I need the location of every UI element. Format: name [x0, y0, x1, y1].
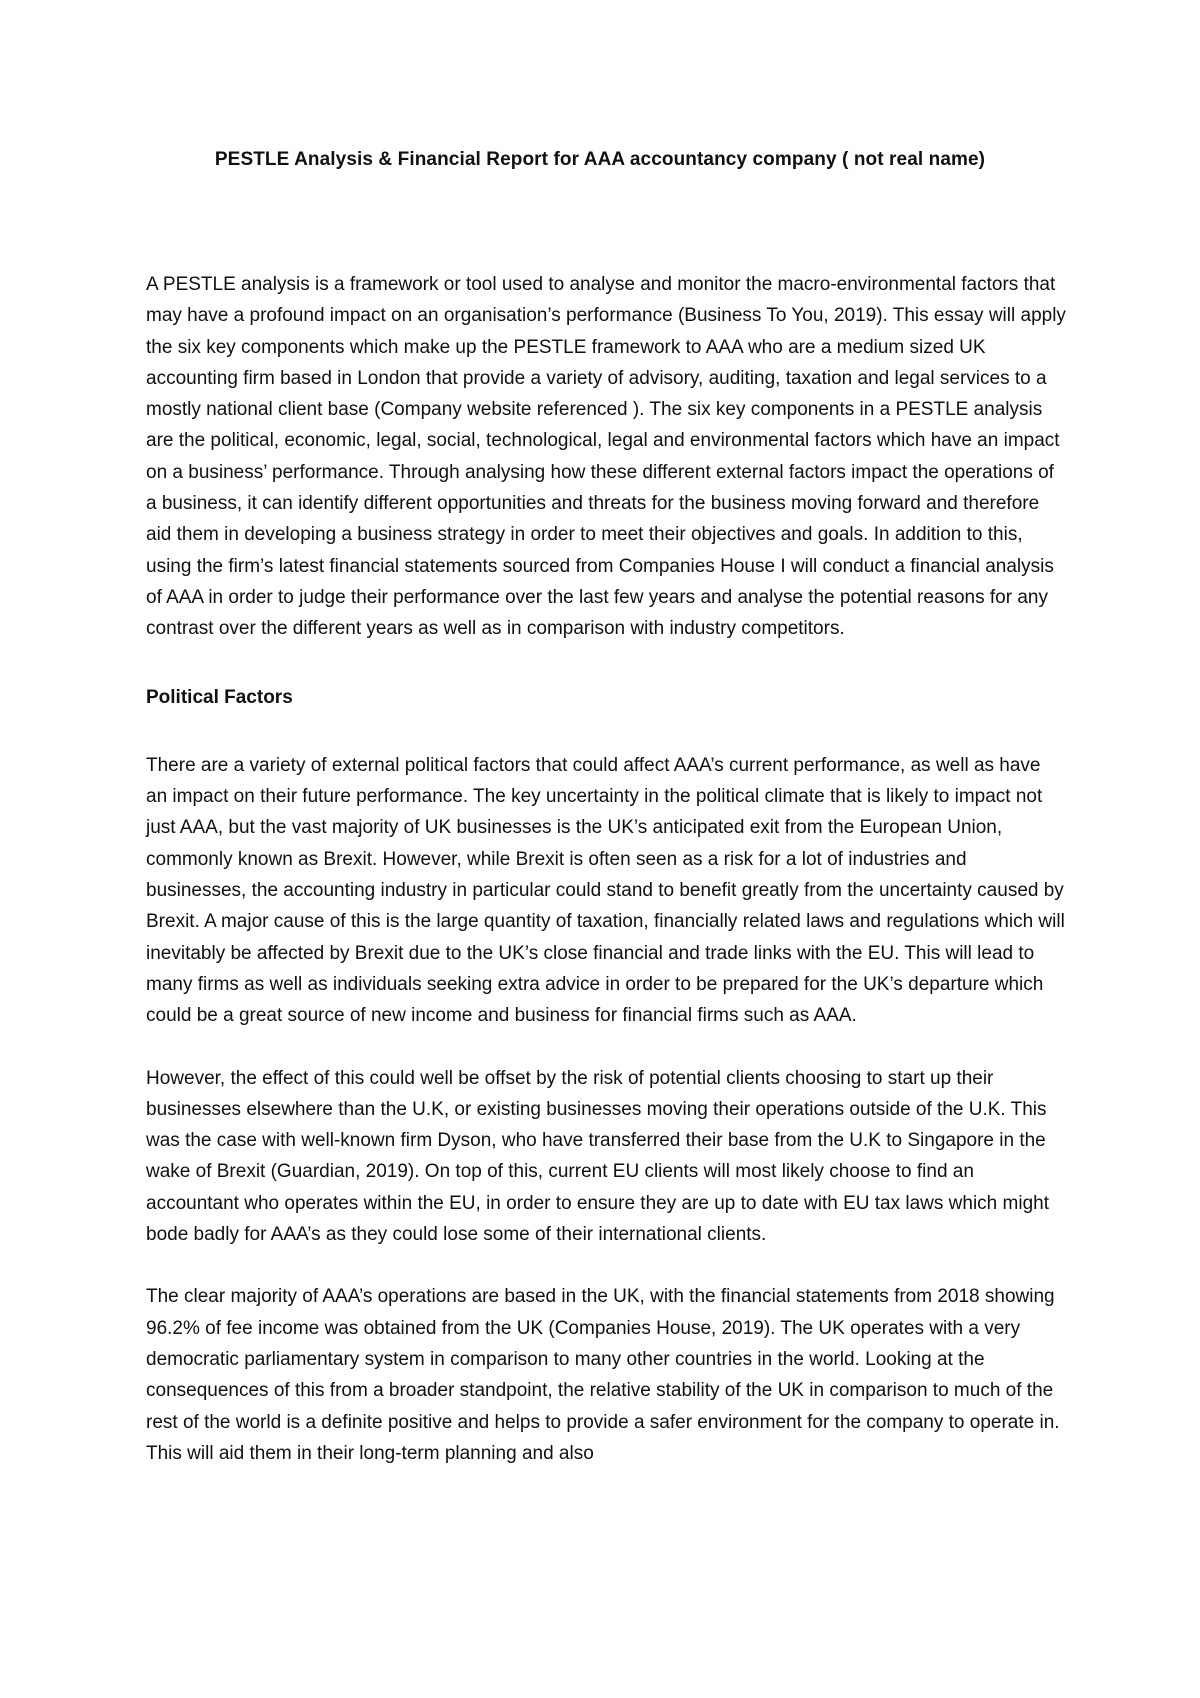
political-paragraph-3: The clear majority of AAA’s operations are based in the UK, with the financial statements from 2018 showing 96.2% of fee income was obtained from the UK (Companies House, 2019). The UK operates with a very democratic parliamentary system in comparison to many other countries in the world. Looking at the consequences of this from a broader standpoint, the relative stability of the UK in comparison to much of the rest of the world is a definite positive and helps to provide a safer environment for the company to operate in. This will aid them in their long-term planning and also [146, 1286, 1060, 1464]
intro-paragraph: A PESTLE analysis is a framework or tool used to analyse and monitor the macro-environmental factors that may have a profound impact on an organisation’s performance (Business To You, 2019). This essay will apply the six key components which make up the PESTLE framework to AAA who are a medium sized UK accounting firm based in London that provide a variety of advisory, auditing, taxation and legal services to a mostly national client base (Company website referenced ). The six key components in a PESTLE analysis are the political, economic, legal, social, technological, legal and environmental factors which have an impact on a business’ performance. Through analysing how these different external factors impact the operations of a business, it can identify different opportunities and threats for the business moving forward and therefore aid them in developing a business strategy in order to meet their objectives and goals. In addition to this, using the firm’s latest financial statements sourced from Companies House I will conduct a financial analysis of AAA in order to judge their performance over the last few years and analyse the potential reasons for any contrast over the different years as well as in comparison with industry competitors. [146, 274, 1066, 640]
political-paragraph-1: There are a variety of external political factors that could affect AAA’s current performance, as well as have an impact on their future performance. The key uncertainty in the political climate that is likely to impact not just AAA, but the vast majority of UK businesses is the UK’s anticipated exit from the European Union, commonly known as Brexit. However, while Brexit is often seen as a risk for a lot of industries and businesses, the accounting industry in particular could stand to benefit greatly from the uncertainty caused by Brexit. A major cause of this is the large quantity of taxation, financially related laws and regulations which will inevitably be affected by Brexit due to the UK’s close financial and trade links with the EU. This will lead to many firms as well as individuals seeking extra advice in order to be prepared for the UK’s departure which could be a great source of new income and business for financial firms such as AAA. [146, 754, 1065, 1027]
political-factors-heading: Political Factors [146, 686, 293, 708]
political-paragraph-2: However, the effect of this could well be offset by the risk of potential clients choosing to start up their businesses elsewhere than the U.K, or existing businesses moving their operations outside of the U.K. This was the case with well-known firm Dyson, who have transferred their base from the U.K to Singapore in the wake of Brexit (Guardian, 2019). On top of this, current EU clients will most likely choose to find an accountant who operates within the EU, in order to ensure they are up to date with EU tax laws which might bode badly for AAA’s as they could lose some of their international clients. [146, 1067, 1049, 1246]
document-body [146, 269, 1066, 1469]
document-title: PESTLE Analysis & Financial Report for AAA accountancy company ( not real name) [214, 149, 986, 170]
